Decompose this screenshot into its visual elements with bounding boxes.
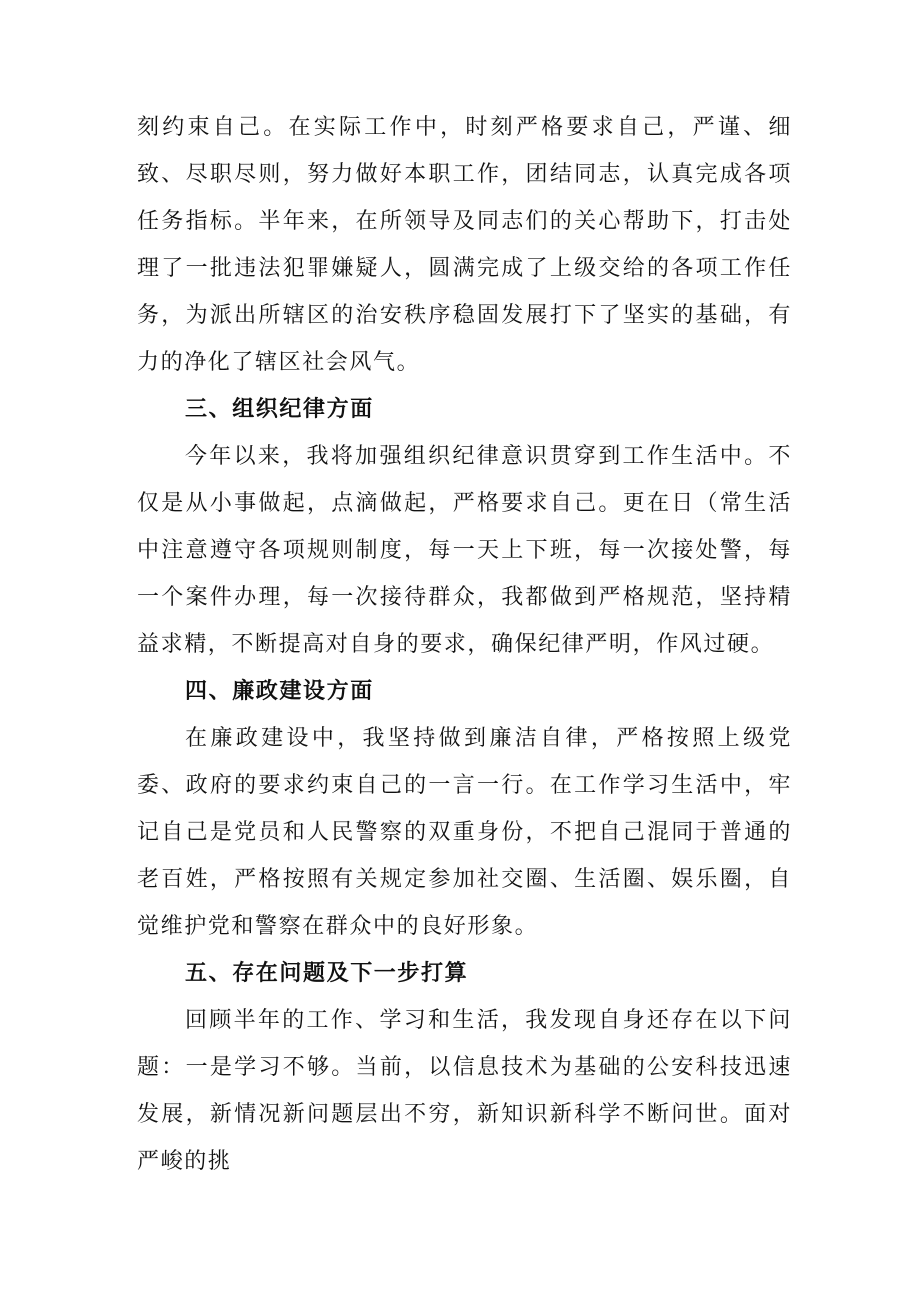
paragraph-organizational-discipline: 今年以来，我将加强组织纪律意识贯穿到工作生活中。不仅是从小事做起，点滴做起，严格要求自己。更在日（常生活中注意遵守各项规则制度，每一天上下班，每一次接处警，每一个案件办理，每一次接待群众，我都做到严格规范，坚持精益求精，不断提高对自身的要求，确保纪律严明，作风过硬。 [137,444,792,657]
document-body [137,104,792,1185]
paragraph-problems-and-plans: 回顾半年的工作、学习和生活，我发现自身还存在以下问题：一是学习不够。当前，以信息技术为基础的公安科技迅速发展，新情况新问题层出不穷，新知识新科学不断问世。面对严峻的挑 [137,1008,792,1174]
section-heading-organizational-discipline: 三、组织纪律方面 [185,397,374,422]
paragraph-continuation: 刻约束自己。在实际工作中，时刻严格要求自己，严谨、细致、尽职尽则，努力做好本职工作，团结同志，认真完成各项任务指标。半年来，在所领导及同志们的关心帮助下，打击处理了一批违法犯罪嫌疑人，圆满完成了上级交给的各项工作任务，为派出所辖区的治安秩序稳固发展打下了坚实的基础，有力的净化了辖区社会风气。 [137,115,792,375]
section-heading-problems-and-plans: 五、存在问题及下一步打算 [185,961,469,986]
section-heading-integrity-building: 四、廉政建设方面 [185,679,374,704]
paragraph-integrity-building: 在廉政建设中，我坚持做到廉洁自律，严格按照上级党委、政府的要求约束自己的一言一行。在工作学习生活中，牢记自己是党员和人民警察的双重身份，不把自己混同于普通的老百姓，严格按照有关规定参加社交圈、生活圈、娱乐圈，自觉维护党和警察在群众中的良好形象。 [137,726,792,939]
